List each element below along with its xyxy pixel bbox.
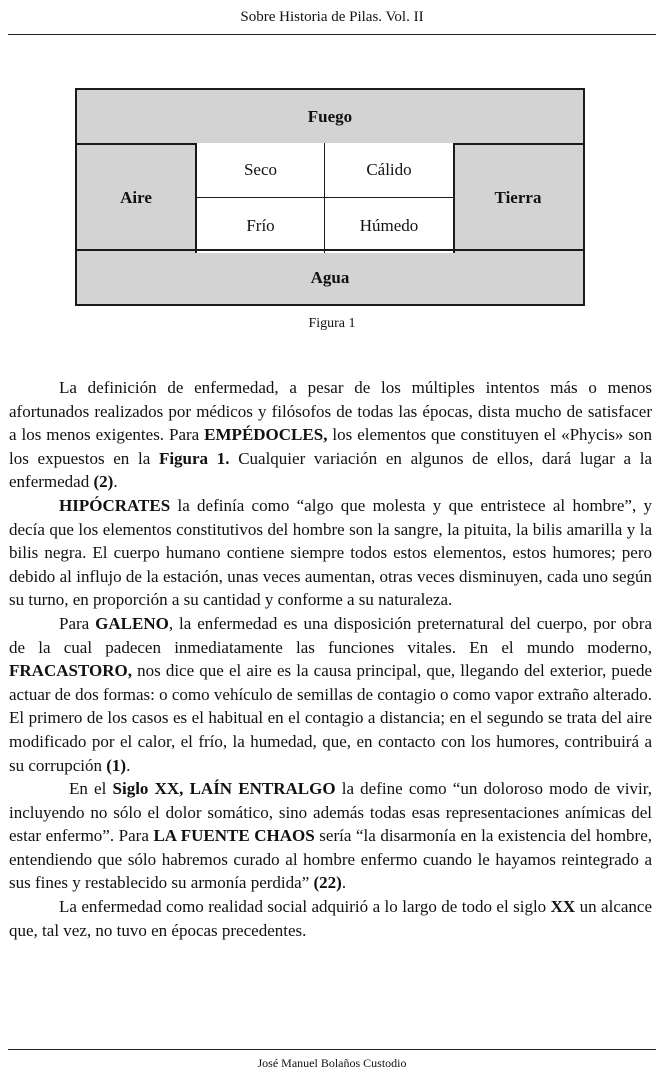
text-run: sería “la disarmonía en la existencia del hombre, entendiendo que sólo habremos curado al hombre enfermo cuando le hayamos reintegrado a sus fines y restablecido su armonía perdida” [9, 826, 653, 893]
paragraph [9, 494, 652, 612]
body-text [9, 376, 652, 942]
bold-text: LA FUENTE CHAOS [153, 826, 315, 846]
bold-text: XX [550, 897, 576, 917]
paragraph [9, 376, 652, 494]
text-run: la define como “un doloroso modo de vivir, incluyendo no sólo el dolor somático, sino además todas esas representaciones anímicas del estar enfermo”. Para [9, 779, 652, 846]
text-run: Para [59, 613, 96, 633]
text-run: La definición de enfermedad, a pesar de los múltiples intentos más o menos afortunados realizados por médicos y filósofos de todas las épocas, dista mucho de satisfacer a los menos exigentes. Para [9, 378, 652, 445]
quality-dry: Seco [197, 143, 325, 198]
element-earth: Tierra [494, 188, 542, 207]
bold-text: GALENO [95, 613, 169, 633]
paragraph [9, 612, 652, 777]
text-run: . [113, 472, 118, 492]
bold-text: (1) [106, 755, 127, 775]
element-water: Agua [77, 249, 583, 304]
quality-cold: Frío [197, 198, 325, 253]
quality-wet: Húmedo [359, 215, 419, 235]
bold-text: Figura 1. [158, 448, 230, 468]
elements-diagram [75, 88, 585, 306]
paragraph [9, 777, 652, 895]
text-run: La enfermedad como realidad social adquirió a lo largo de todo el siglo [59, 897, 551, 917]
text-run: los elementos que constituyen el «Phycis» son los expuestos en la [9, 425, 652, 468]
element-air: Aire [120, 188, 152, 207]
text-run: Cualquier variación en algunos de ellos, dará lugar a la enfermedad [9, 448, 652, 492]
figure-caption: Figura 1 [308, 316, 356, 331]
qualities-grid [195, 143, 455, 253]
text-run: . [341, 873, 347, 893]
bold-text: HIPÓCRATES [59, 495, 171, 515]
running-footer: José Manuel Bolaños Custodio [8, 1049, 656, 1071]
bold-text: (2) [93, 472, 114, 492]
bold-text: (22) [313, 873, 342, 893]
text-run: un alcance que, tal vez, no tuvo en épocas precedentes. [9, 897, 653, 940]
element-fire: Fuego [77, 90, 583, 145]
text-run: la definía como “algo que molesta y que entristece al hombre”, y decía que los elementos constitutivos del hombre son la sangre, la pituita, la bilis amarilla y la bilis negra. El cuerpo humano contiene siempre todos estos elementos, estos humores; pero debido al influjo de la estación, unas veces aumentan, otras veces disminuyen, cada uno según su turno, en proporción a su cantidad y conforme a su naturaleza. [9, 495, 652, 610]
text-run: , la enfermedad es una disposición preternatural del cuerpo, por obra de la cual padecen inmediatamente las funciones vitales. En el mundo moderno, [9, 613, 652, 657]
quality-hot: Cálido [325, 143, 453, 198]
bold-text: EMPÉDOCLES, [204, 425, 328, 445]
text-run: nos dice que el aire es la causa principal, que, llegando del exterior, puede actuar de dos formas: o como vehículo de semillas de contagio o como vapor extraño alterado. El primero de los casos es el habitual en el contagio a distancia; en el segundo se trata del aire modificado por el calor, el frío, la humedad, que, en contacto con los humores, contribuirá a su corrupción [9, 661, 652, 775]
text-run: . [126, 755, 131, 775]
text-run: En el [69, 779, 113, 799]
paragraph [9, 895, 652, 942]
running-header: Sobre Historia de Pilas. Vol. II [8, 0, 656, 35]
bold-text: FRACASTORO, [9, 661, 132, 681]
bold-text: Siglo XX, LAÍN ENTRALGO [112, 779, 336, 799]
